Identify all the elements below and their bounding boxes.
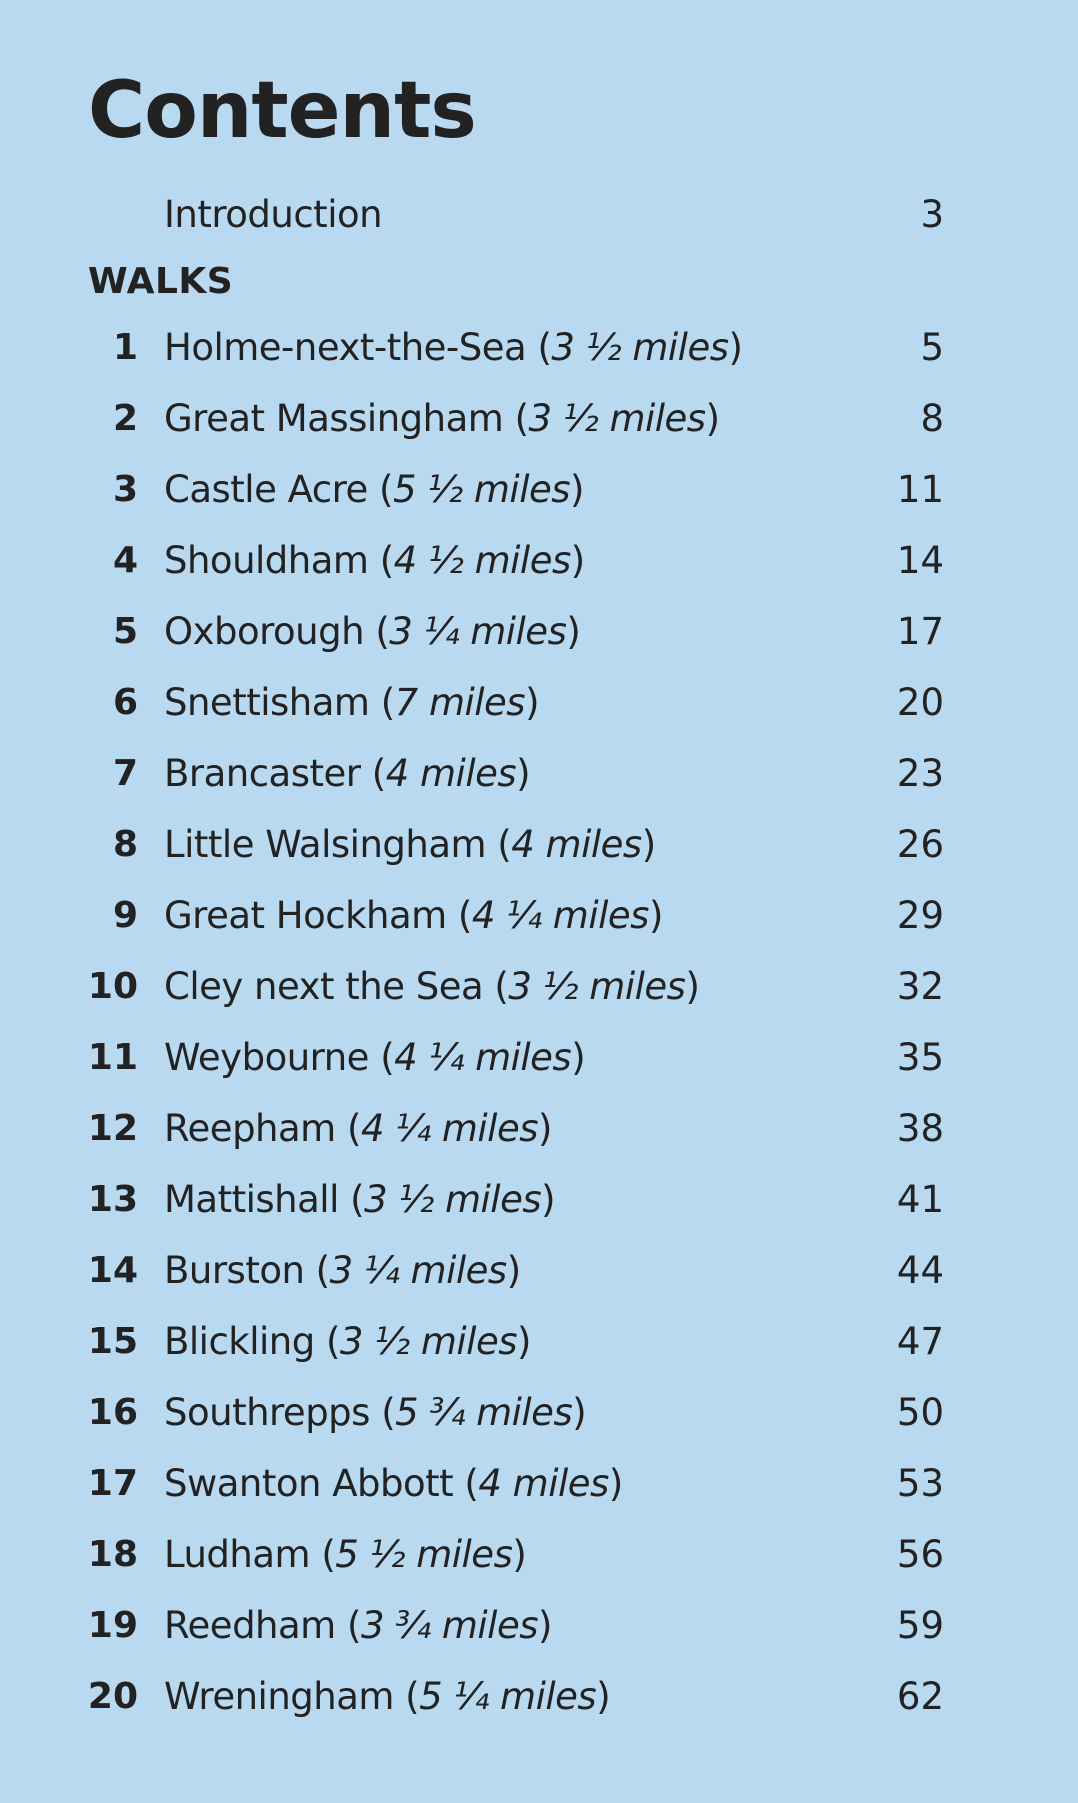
toc-row-walk[interactable] (0, 815, 1078, 875)
walk-name: Great Massingham (164, 397, 504, 440)
walk-page-number: 44 (896, 1249, 944, 1292)
toc-row-walk[interactable] (0, 1667, 1078, 1727)
page-title: Contents (88, 66, 476, 156)
walk-name: Cley next the Sea (164, 965, 484, 1008)
walk-page-number: 14 (896, 539, 944, 582)
walk-name: Ludham (164, 1533, 311, 1576)
walk-distance: 4 ¼ miles (360, 1107, 539, 1150)
walk-page-number: 62 (896, 1675, 944, 1718)
walk-distance: 5 ¾ miles (395, 1391, 573, 1434)
walk-name: Oxborough (164, 610, 365, 653)
walk-title: Oxborough (3 ¼ miles) (164, 610, 581, 653)
walk-page-number: 11 (896, 468, 944, 511)
walk-name: Brancaster (164, 752, 361, 795)
walk-title: Swanton Abbott (4 miles) (164, 1462, 623, 1505)
walk-name: Weybourne (164, 1036, 369, 1079)
walk-title: Great Hockham (4 ¼ miles) (164, 894, 663, 937)
walk-title: Wreningham (5 ¼ miles) (164, 1675, 611, 1718)
walk-name: Little Walsingham (164, 823, 487, 866)
walk-name: Castle Acre (164, 468, 368, 511)
walk-page-number: 5 (920, 326, 944, 369)
walk-distance: 4 ¼ miles (394, 1036, 572, 1079)
walk-page-number: 8 (920, 397, 944, 440)
walk-page-number: 23 (896, 752, 944, 795)
walk-page-number: 41 (896, 1178, 944, 1221)
walk-number: 19 (87, 1605, 138, 1646)
walk-number: 17 (87, 1463, 138, 1504)
walk-page-number: 17 (896, 610, 944, 653)
walk-distance: 3 ¼ miles (389, 610, 567, 653)
walk-name: Snettisham (164, 681, 370, 724)
walk-name: Wreningham (164, 1675, 394, 1718)
walk-distance: 3 ½ miles (364, 1178, 542, 1221)
toc-row-walk[interactable] (0, 531, 1078, 591)
walk-number: 2 (112, 398, 138, 439)
toc-row-walk[interactable] (0, 460, 1078, 520)
walk-page-number: 29 (896, 894, 944, 937)
walk-page-number: 53 (896, 1462, 944, 1505)
toc-row-walk[interactable] (0, 1241, 1078, 1301)
walk-number: 12 (87, 1108, 138, 1149)
toc-row-walk[interactable] (0, 389, 1078, 449)
walk-title: Burston (3 ¼ miles) (164, 1249, 521, 1292)
walk-distance: 7 miles (394, 681, 526, 724)
walk-name: Southrepps (164, 1391, 370, 1434)
toc-row-walk[interactable] (0, 744, 1078, 804)
walk-number: 9 (112, 895, 138, 936)
section-heading-walks: WALKS (88, 261, 234, 302)
walk-number: 6 (112, 682, 138, 723)
walk-page-number: 20 (896, 681, 944, 724)
walk-number: 15 (87, 1321, 138, 1362)
walk-title: Reedham (3 ¾ miles) (164, 1604, 552, 1647)
walk-page-number: 47 (896, 1320, 944, 1363)
walk-distance: 4 miles (385, 752, 517, 795)
walk-name: Mattishall (164, 1178, 339, 1221)
walk-number: 7 (112, 753, 138, 794)
walk-number: 8 (112, 824, 138, 865)
walk-distance: 3 ½ miles (508, 965, 686, 1008)
walk-page-number: 50 (896, 1391, 944, 1434)
walk-name: Great Hockham (164, 894, 447, 937)
walk-number: 3 (112, 469, 138, 510)
walk-number: 1 (112, 327, 138, 368)
walk-title: Weybourne (4 ¼ miles) (164, 1036, 586, 1079)
walk-distance: 5 ¼ miles (419, 1675, 597, 1718)
walk-page-number: 38 (896, 1107, 944, 1150)
walk-page-number: 32 (896, 965, 944, 1008)
walk-name: Blickling (164, 1320, 315, 1363)
walk-distance: 4 ½ miles (393, 539, 571, 582)
toc-row-walk[interactable] (0, 1312, 1078, 1372)
walk-number: 11 (87, 1037, 138, 1078)
walk-title: Blickling (3 ½ miles) (164, 1320, 531, 1363)
walk-number: 4 (112, 540, 138, 581)
walk-title: Holme-next-the-Sea (3 ½ miles) (164, 326, 743, 369)
walk-page-number: 35 (896, 1036, 944, 1079)
toc-row-walk[interactable] (0, 1525, 1078, 1585)
walk-distance: 3 ¾ miles (360, 1604, 539, 1647)
toc-row-walk[interactable] (0, 1170, 1078, 1230)
walk-distance: 3 ¼ miles (329, 1249, 507, 1292)
toc-row-walk[interactable] (0, 1099, 1078, 1159)
walk-title: Ludham (5 ½ miles) (164, 1533, 527, 1576)
walk-name: Swanton Abbott (164, 1462, 454, 1505)
walk-title: Great Massingham (3 ½ miles) (164, 397, 720, 440)
walk-title: Reepham (4 ¼ miles) (164, 1107, 552, 1150)
walk-distance: 3 ½ miles (339, 1320, 517, 1363)
toc-row-walk[interactable] (0, 886, 1078, 946)
toc-row-walk[interactable] (0, 1454, 1078, 1514)
toc-row-walk[interactable] (0, 318, 1078, 378)
walk-title: Shouldham (4 ½ miles) (164, 539, 585, 582)
walk-distance: 5 ½ miles (335, 1533, 513, 1576)
walk-name: Reedham (164, 1604, 336, 1647)
walk-page-number: 56 (896, 1533, 944, 1576)
walk-distance: 3 ½ miles (528, 397, 706, 440)
walk-distance: 4 miles (511, 823, 642, 866)
walk-distance: 4 ¼ miles (471, 894, 649, 937)
walk-number: 13 (87, 1179, 138, 1220)
toc-row-walk[interactable] (0, 1028, 1078, 1088)
walk-name: Reepham (164, 1107, 336, 1150)
walk-number: 16 (87, 1392, 138, 1433)
walk-number: 18 (87, 1534, 138, 1575)
walk-title: Brancaster (4 miles) (164, 752, 531, 795)
walk-number: 5 (112, 611, 138, 652)
toc-row-walk[interactable] (0, 1596, 1078, 1656)
walk-title: Mattishall (3 ½ miles) (164, 1178, 556, 1221)
walk-name: Holme-next-the-Sea (164, 326, 527, 369)
walk-title: Southrepps (5 ¾ miles) (164, 1391, 587, 1434)
toc-row-walk[interactable] (0, 957, 1078, 1017)
walk-distance: 3 ½ miles (551, 326, 729, 369)
toc-entry-title: Introduction (164, 193, 383, 236)
walk-title: Castle Acre (5 ½ miles) (164, 468, 584, 511)
walk-name: Burston (164, 1249, 305, 1292)
walk-number: 10 (87, 966, 138, 1007)
walk-distance: 5 ½ miles (392, 468, 571, 511)
walk-title: Cley next the Sea (3 ½ miles) (164, 965, 700, 1008)
toc-row-walk[interactable] (0, 602, 1078, 662)
walk-number: 14 (87, 1250, 138, 1291)
toc-row-walk[interactable] (0, 1383, 1078, 1443)
walk-title: Snettisham (7 miles) (164, 681, 540, 724)
walk-number: 20 (87, 1676, 138, 1717)
toc-page-number: 3 (920, 193, 944, 236)
toc-row-walk[interactable] (0, 673, 1078, 733)
walk-title: Little Walsingham (4 miles) (164, 823, 656, 866)
walk-page-number: 59 (896, 1604, 944, 1647)
toc-row-introduction[interactable] (0, 185, 1078, 245)
walk-page-number: 26 (896, 823, 944, 866)
walk-distance: 4 miles (478, 1462, 609, 1505)
walk-name: Shouldham (164, 539, 369, 582)
